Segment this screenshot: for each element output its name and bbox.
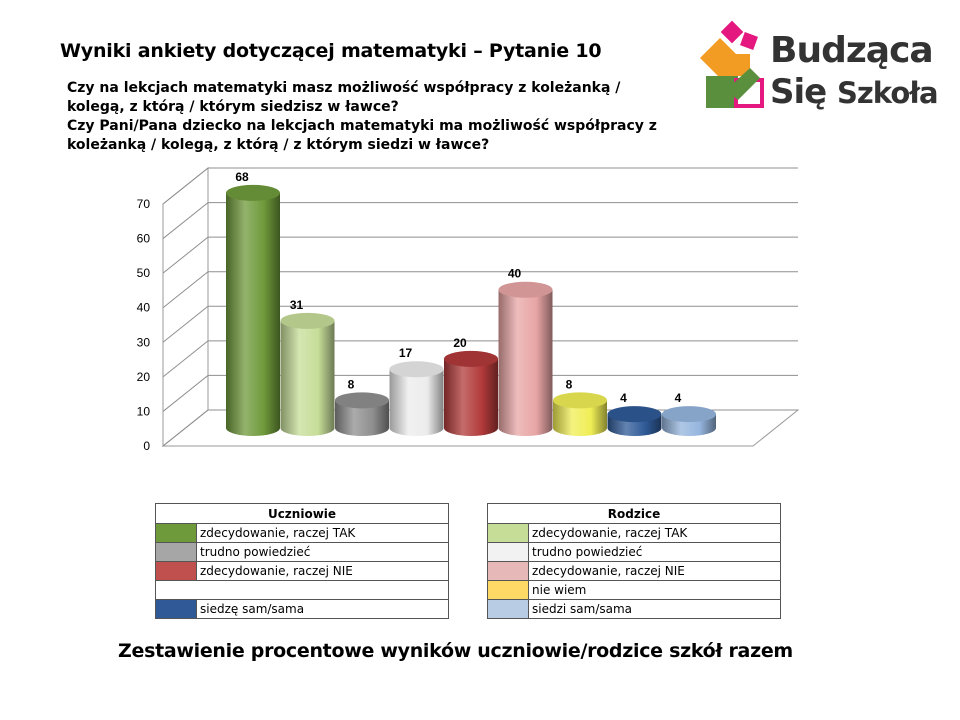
legend-row [488,600,781,619]
legend-label: nie wiem [529,581,781,600]
page-title: Wyniki ankiety dotyczącej matematyki – Pytanie 10 [60,40,602,62]
legend-label: trudno powiedzieć [197,543,449,562]
bar-body [226,193,280,436]
legend-swatch [156,543,197,562]
legend-row [156,600,449,619]
bar-top [608,406,662,422]
legend-swatch [156,524,197,543]
legend-empty-cell [156,581,449,600]
legend-students-header: Uczniowie [156,504,449,524]
legend-row [488,543,781,562]
legend-label: trudno powiedzieć [529,543,781,562]
data-label: 20 [453,335,467,350]
logo-text-line1: Budząca [770,30,933,71]
bar [390,361,444,436]
legend-row [488,562,781,581]
data-label: 31 [289,297,304,312]
data-label: 17 [398,346,413,361]
question-line: koleżanką / kolegą, z którą / z którym siedzi w ławce? [67,137,490,153]
legend-label: zdecydowanie, raczej NIE [529,562,781,581]
legend-swatch [488,543,529,562]
legend-label: siedzę sam/sama [197,600,449,619]
bar [335,392,389,436]
bar-top [390,361,444,377]
y-tick-label: 50 [136,266,150,281]
y-tick-label: 70 [136,197,150,211]
legend-swatch [488,524,529,543]
bar [226,185,280,436]
y-tick-label: 60 [136,231,150,246]
bar [553,392,607,436]
legend-students [155,503,449,619]
bar-body [499,290,553,436]
bar-top [281,313,335,329]
question-line: kolegą, z którą / którym siedzisz w ławce? [67,99,399,115]
legend-swatch [488,562,529,581]
legend-parents [487,503,781,619]
legend-label: siedzi sam/sama [529,600,781,619]
legend-row [488,581,781,600]
chart-caption: Zestawienie procentowe wyników uczniowie/rodzice szkół razem [118,640,793,662]
data-label: 8 [565,377,573,392]
y-tick-label: 20 [136,369,150,384]
bar-top [499,282,553,298]
bar-body [390,369,444,436]
legend-swatch [156,600,197,619]
legend-label: zdecydowanie, raczej TAK [197,524,449,543]
data-label: 4 [620,391,627,406]
data-label: 40 [507,266,522,281]
legend-swatch [488,600,529,619]
bar-body [281,321,335,436]
legend-row-empty [156,581,449,600]
chart-side-wall [163,168,208,446]
legend-swatch [488,581,529,600]
legend-row [488,524,781,543]
logo-text-szkola: Szkoła [837,76,938,110]
legend-label: zdecydowanie, raczej TAK [529,524,781,543]
logo-text-sie: Się [770,72,827,112]
legend-row [156,562,449,581]
bar [281,313,335,436]
legend-swatch [156,562,197,581]
data-label: 8 [347,377,355,392]
bar [444,351,498,436]
bar [499,282,553,436]
legend-row [156,524,449,543]
bar [608,406,662,436]
bar [662,406,716,436]
bar-top [553,392,607,408]
legend-row [156,543,449,562]
bar-top [662,406,716,422]
y-tick-label: 40 [136,300,150,315]
legend-label: zdecydowanie, raczej NIE [197,562,449,581]
question-line: Czy na lekcjach matematyki masz możliwość współpracy z koleżanką / [67,80,621,96]
data-label: 4 [674,391,682,406]
bar-top [444,351,498,367]
data-label: 68 [235,169,249,184]
bar-top [335,392,389,408]
question-line: Czy Pani/Pana dziecko na lekcjach matematyki ma możliwość współpracy z [67,118,657,134]
bar-top [226,185,280,201]
y-tick-label: 10 [136,404,150,419]
y-tick-label: 30 [136,335,150,350]
y-tick-label: 0 [143,439,150,453]
bar-body [444,359,498,436]
legend-parents-header: Rodzice [488,504,781,524]
